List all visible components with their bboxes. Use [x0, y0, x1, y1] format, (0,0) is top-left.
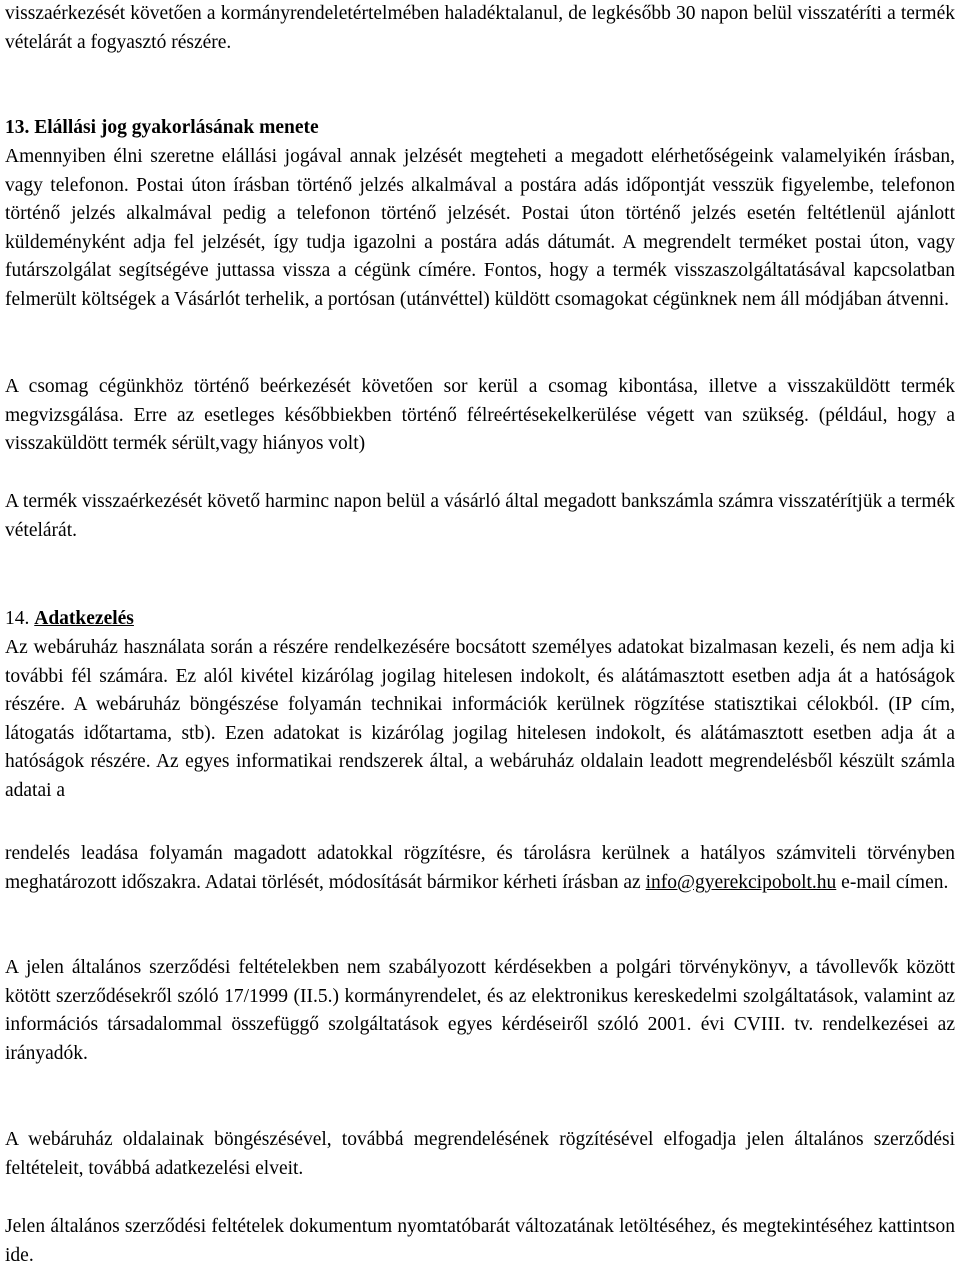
email-link[interactable]: info@gyerekcipobolt.hu: [645, 871, 837, 893]
section-14-paragraph-storage: [5, 840, 955, 897]
section-14-heading: [5, 605, 955, 634]
section-14-title: Adatkezelés: [34, 608, 134, 629]
section-13-paragraph-refund: A termék visszaérkezését követő harminc napon belül a vásárló által megadott bankszámla számra visszatérítjük a termék vételárát.: [5, 491, 955, 541]
paragraph-acceptance: A webáruház oldalainak böngészésével, továbbá megrendelésének rögzítésével elfogadja jelen általános szerződési feltételeit, továbbá adatkezelési elveit.: [5, 1129, 955, 1179]
section-13-paragraph-procedure: Amennyiben élni szeretne elállási jogával annak jelzését megteheti a megadott elérhetőségeink valamelyikén írásban, vagy telefonon. Postai úton írásban történő jelzés alkalmával a postára adás időpontját vesszük figyelembe, telefonon történő jelzés alkalmával pedig a telefonon történő jelzését. Postai úton történő jelzés esetén feltétlenül ajánlott küldeményként adja fel jelzését, így tudja igazolni a postára adás dátumát. A megrendelt terméket postai úton, vagy futárszolgálat segítségéve juttassa vissza a cégünk címére. Fontos, hogy a termék visszaszolgáltatásával kapcsolatban felmerült költségek a Vásárlót terhelik, a portósan (utánvéttel) küldött csomagokat cégünknek nem áll módjában átvenni.: [5, 146, 955, 310]
section-14-number: 14.: [5, 608, 30, 629]
paragraph-printable-version: Jelen általános szerződési feltételek dokumentum nyomtatóbarát változatának letöltéséhez, és megtekintéséhez kattintson ide.: [5, 1216, 955, 1266]
section-14-paragraph-privacy: Az webáruház használata során a részére rendelkezésére bocsátott személyes adatokat bizalmasan kezeli, és nem adja ki további fél számára. Ez alól kivétel kizárólag jogilag hitelesen indokolt, és alátámasztott esetben adja át a hatóságok részére. A webáruház böngészése folyamán technikai információk kerülnek rögzítése statisztikai célokból. (IP cím, látogatás időtartama, stb). Ezen adatokat is kizárólag jogilag hitelesen indokolt, és alátámasztott esetben adja át a hatóságok részére. Az egyes informatikai rendszerek által, a webáruház oldalain leadott megrendelésből készült számla adatai a: [5, 637, 955, 801]
storage-text-end: e-mail címen.: [836, 871, 949, 893]
paragraph-applicable-law: A jelen általános szerződési feltételekben nem szabályozott kérdésekben a polgári törvénykönyv, a távollevők között kötött szerződésekről szóló 17/1999 (II.5.) kormányrendelet, és az elektronikus kereskedelmi szolgáltatások, valamint az információs társadalommal összefüggő szolgáltatások egyes kérdéseiről szóló 2001. évi CVIII. tv. rendelkezései az irányadók.: [5, 957, 955, 1064]
top-paragraph: visszaérkezését követően a kormányrendeletértelmében haladéktalanul, de legkésőbb 30 napon belül visszatéríti a termék vételárát a fogyasztó részére.: [5, 3, 955, 53]
section-13-heading: 13. Elállási jog gyakorlásának menete: [5, 117, 319, 138]
storage-text: rendelés leadása folyamán magadott adatokkal rögzítésre, és tárolásra kerülnek a hatályos számviteli törvényben meghatározott időszakra. Adatai törlését, módosítását bármikor kérheti írásban az: [5, 843, 955, 893]
section-13-paragraph-inspection: A csomag cégünkhöz történő beérkezését követően sor kerül a csomag kibontása, illetve a visszaküldött termék megvizsgálása. Erre az esetleges későbbiekben történő félreértésekelkerülése végett van szükség. (például, hogy a visszaküldött termék sérült,vagy hiányos volt): [5, 376, 955, 455]
